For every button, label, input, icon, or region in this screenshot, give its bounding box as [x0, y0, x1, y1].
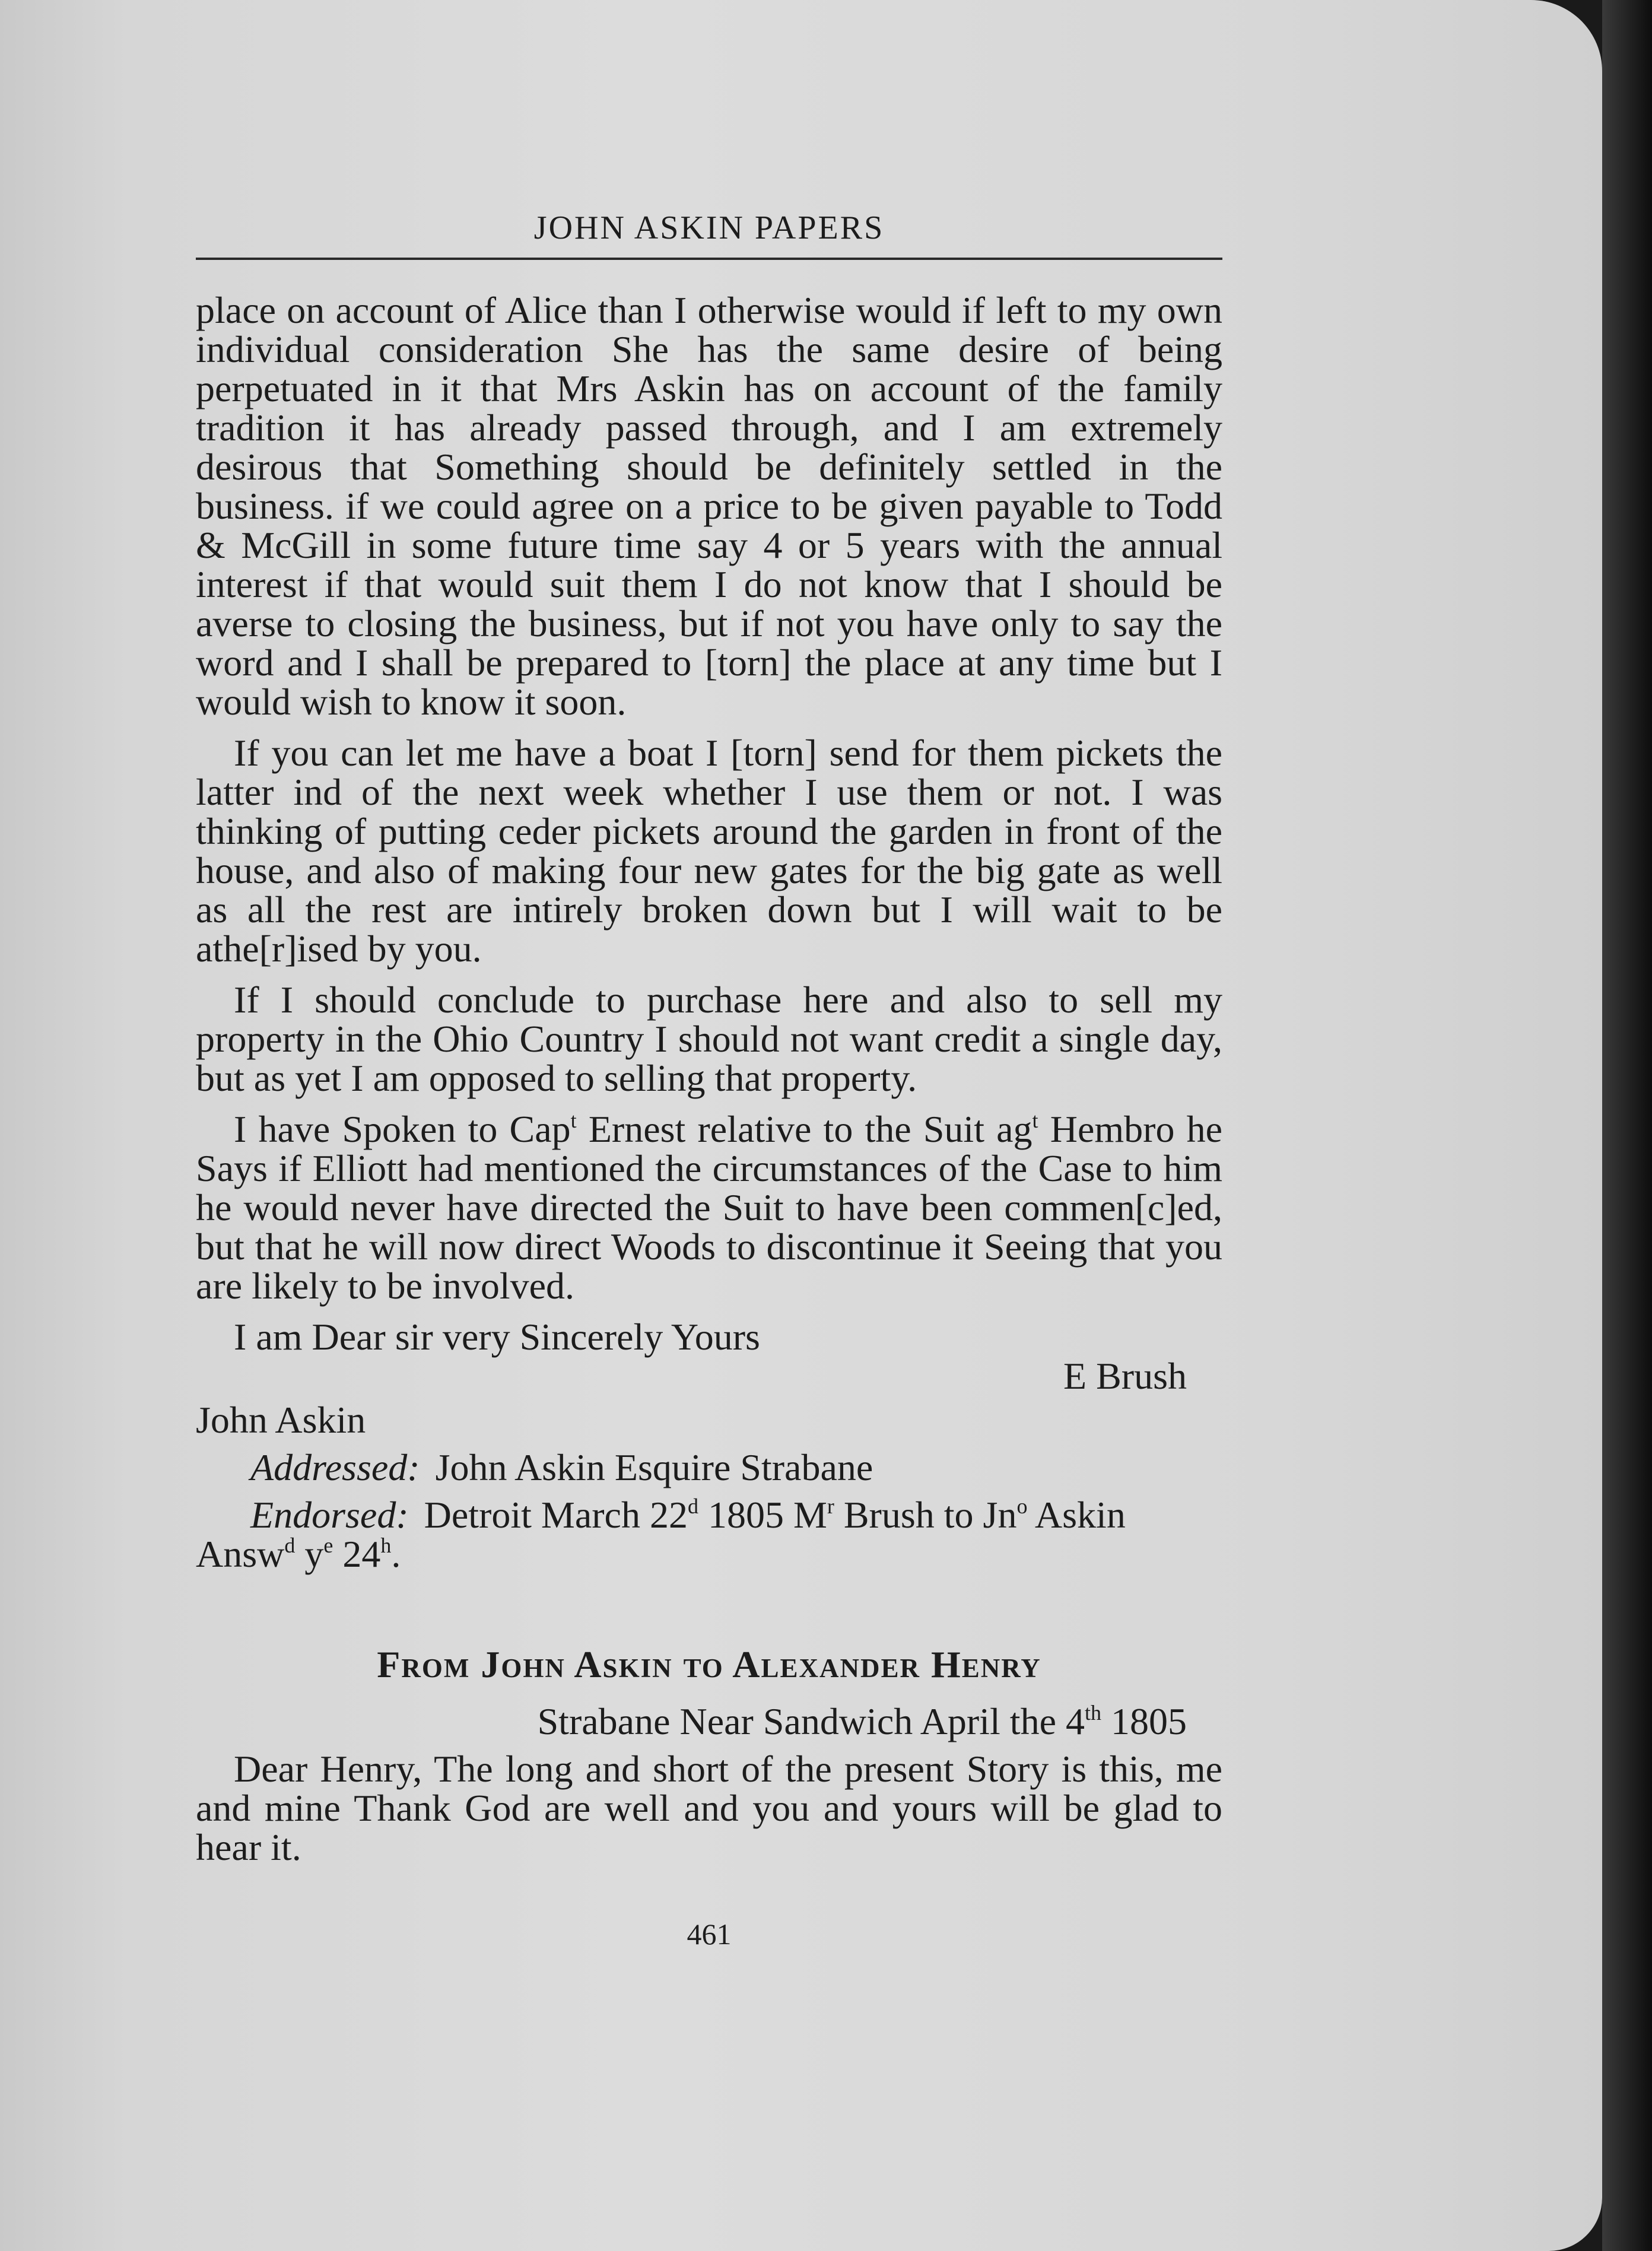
section-paragraph-1: Dear Henry, The long and short of the present Story is this, me and mine Thank God are well and you and yours will be glad to hear it. [196, 1748, 1222, 1868]
text-run: 24 [333, 1533, 381, 1575]
text-run: . [391, 1533, 401, 1575]
letter-paragraph-4 [196, 1110, 1222, 1306]
header-rule [196, 258, 1222, 260]
running-head: JOHN ASKIN PAPERS [533, 209, 885, 246]
page-number: 461 [687, 1917, 732, 1951]
endorsed-note [196, 1496, 1222, 1574]
letter-signature: E Brush [1063, 1355, 1187, 1397]
superscript: t [570, 1109, 577, 1132]
superscript: d [687, 1494, 698, 1518]
text-run: Ernest relative to the Suit ag [576, 1108, 1032, 1150]
text-run: 1805 [1101, 1700, 1187, 1742]
letter-addressee: John Askin [196, 1399, 366, 1441]
text-run: Strabane Near Sandwich April the 4 [537, 1700, 1085, 1742]
text-run: Askin Answ [196, 1494, 1126, 1575]
addressed-text: John Askin Esquire Strabane [435, 1446, 873, 1488]
letter-paragraph-1: place on account of Alice than I otherwise would if left to my own individual consideration She has the same desire of being perpetuated in it that Mrs Askin has on account of the family tradition it has already passed through, and I am extremely desirous that Something should be definitely settled in the business. if we could agree on a price to be given payable to Todd & McGill in some future time say 4 or 5 years with the annual interest if that would suit them I do not know that I should be averse to closing the business, but if not you have only to say the word and I shall be prepared to [torn] the place at any time but I would wish to know it soon. [196, 289, 1222, 723]
addressed-note [196, 1448, 1222, 1487]
superscript: t [1032, 1109, 1038, 1132]
superscript: d [284, 1534, 296, 1557]
page-body [196, 291, 1222, 1879]
superscript: r [827, 1494, 834, 1518]
section-title: From John Askin to Alexander Henry [377, 1643, 1041, 1685]
text-run: y [295, 1533, 324, 1575]
text-run: I have Spoken to Cap [234, 1108, 571, 1150]
text-run: Hembro he Says if Elliott had mentioned the circumstances of the Case to him he would never have directed the Suit to have been commen[c]ed, but that he will now direct Woods to discontinue it Seeing that you are likely to be involved. [196, 1108, 1223, 1307]
endorsed-label: Endorsed: [250, 1494, 409, 1536]
superscript: o [1016, 1494, 1028, 1518]
text-run: 1805 M [698, 1494, 827, 1536]
text-run: Brush to Jn [834, 1494, 1017, 1536]
section-dateline [196, 1702, 1222, 1741]
superscript: h [380, 1534, 392, 1557]
addressed-label: Addressed: [250, 1446, 420, 1488]
superscript: th [1084, 1701, 1101, 1725]
letter-paragraph-2: If you can let me have a boat I [torn] send for them pickets the latter ind of the next week whether I use them or not. I was thinking of putting ceder pickets around the garden in front of the house, and also of making four new gates for the big gate as well as all the rest are intirely broken down but I will wait to be athe[r]ised by you. [196, 732, 1222, 970]
superscript: e [323, 1534, 333, 1557]
letter-paragraph-3: If I should conclude to purchase here and also to sell my property in the Ohio Country I should not want credit a single day, but as yet I am opposed to selling that property. [196, 979, 1222, 1099]
text-run: Detroit March 22 [424, 1494, 688, 1536]
letter-closing: I am Dear sir very Sincerely Yours [234, 1316, 760, 1358]
scan-edge-shadow [1602, 0, 1652, 2251]
